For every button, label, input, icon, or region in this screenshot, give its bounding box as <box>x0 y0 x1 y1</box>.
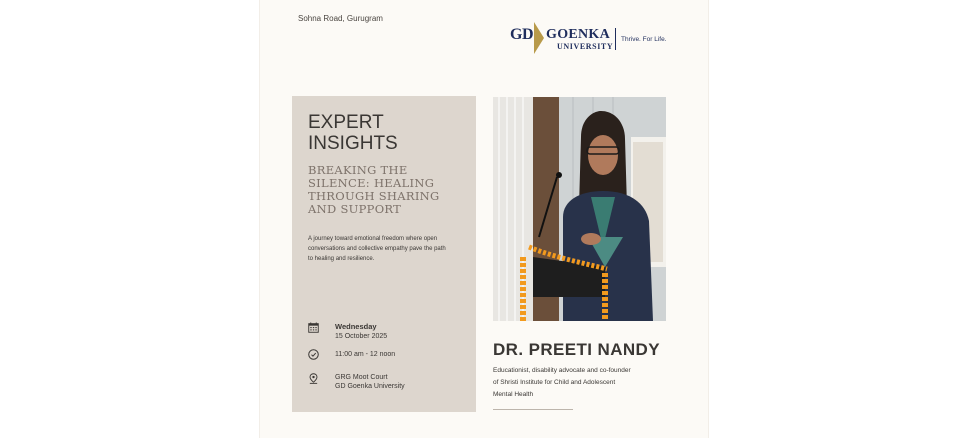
event-time: 11:00 am - 12 noon <box>335 351 396 358</box>
logo-divider <box>615 28 616 50</box>
clock-icon <box>308 349 319 360</box>
location-text: Sohna Road, Gurugram <box>298 14 383 23</box>
event-info-panel <box>292 96 476 412</box>
logo-chevron-icon <box>534 22 544 54</box>
logo-gd: GD <box>510 26 533 43</box>
venue-line2: GD Goenka University <box>335 383 405 390</box>
event-day: Wednesday <box>335 322 377 331</box>
logo-name-line2: UNIVERSITY <box>557 42 614 51</box>
location-pin-icon <box>308 373 319 384</box>
speaker-portrait-image <box>493 97 666 321</box>
university-logo <box>510 22 670 56</box>
speaker-name: DR. PREETI NANDY <box>493 340 660 359</box>
logo-name-line1: GOENKA <box>546 27 611 42</box>
venue-line1: GRG Moot Court <box>335 374 388 381</box>
divider-line <box>493 409 573 410</box>
event-description: A journey toward emotional freedom where open conversations and collective empathy pave the path to healing and resilience. <box>308 236 446 262</box>
speaker-photo <box>493 97 666 321</box>
date-text <box>335 322 387 341</box>
heading-line2: INSIGHTS <box>308 133 398 154</box>
event-date: 15 October 2025 <box>335 333 388 340</box>
event-title: BREAKING THE SILENCE: HEALING THROUGH SHARING AND SUPPORT <box>308 163 440 216</box>
logo-tagline: Thrive. For Life. <box>621 36 667 43</box>
venue-text <box>335 373 405 391</box>
speaker-description: Educationist, disability advocate and co-founder of Shristi Institute for Child and Adolescent Mental Health <box>493 367 631 398</box>
event-poster <box>260 0 708 438</box>
panel-heading <box>308 112 468 154</box>
heading-line1: EXPERT <box>308 112 384 133</box>
calendar-icon <box>308 322 319 333</box>
